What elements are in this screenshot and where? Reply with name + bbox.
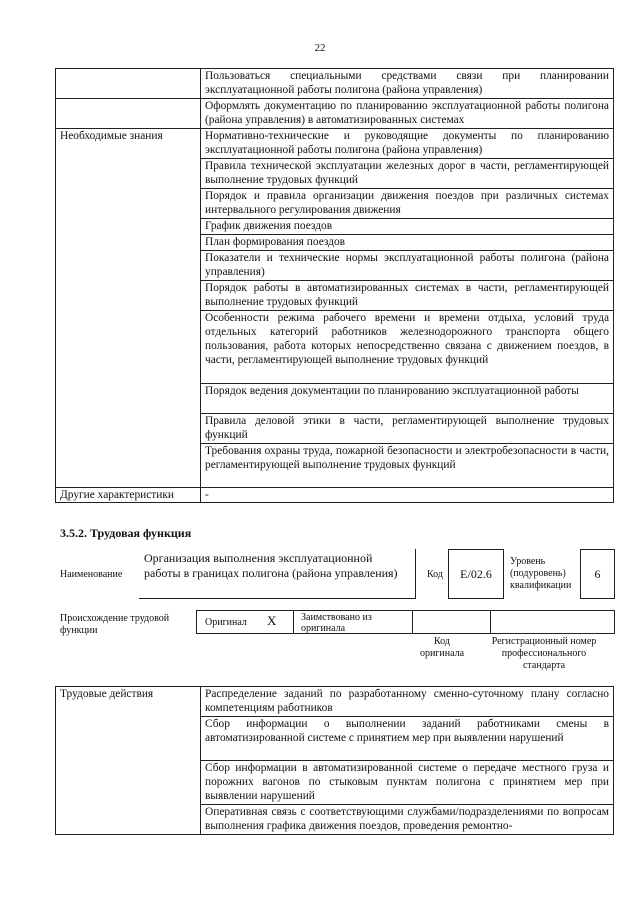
table-row [56, 99, 614, 129]
action-item: Сбор информации в автоматизированной системе о передаче местного груза и порожних вагонов по стыковым пунктам полигона с принятием мер при выявлении нарушений [201, 761, 614, 805]
original-mark: X [267, 613, 277, 628]
code-value: E/02.6 [448, 549, 504, 599]
section-title: 3.5.2. Трудовая функция [60, 526, 192, 540]
action-item: Сбор информации о выполнении заданий работниками смены в автоматизированной системе с принятием мер при выявлении нарушений [201, 717, 614, 761]
level-label: Уровень (подуровень) квалификации [510, 556, 572, 591]
knowledge-item: Правила деловой этики в части, регламентирующей выполнение трудовых функций [201, 414, 614, 444]
original-label: Оригинал [205, 617, 247, 628]
knowledge-item: Порядок ведения документации по планированию эксплуатационной работы [201, 384, 614, 414]
knowledge-item: Особенности режима рабочего времени и времени отдыха, условий труда отдельных категорий работников железнодорожного транспорта общего пользования, работа которых непосредственно связана с движением поездов, в части, регламентирующей выполнение трудовых функций [201, 311, 614, 384]
action-item: Оперативная связь с соответствующими службами/подразделениями по вопросам выполнения графика движения поездов, проведения ремонтно- [201, 805, 614, 835]
knowledge-item: Порядок работы в автоматизированных системах в части, регламентирующей выполнение трудовых функций [201, 281, 614, 311]
table-row [56, 129, 614, 159]
other-label: Другие характеристики [56, 488, 201, 503]
code-caption: Код оригинала [419, 636, 465, 659]
actions-label: Трудовые действия [56, 687, 201, 835]
knowledge-item: Порядок и правила организации движения поездов при различных системах интервального регулирования движения [201, 189, 614, 219]
table-row [56, 488, 614, 503]
knowledge-item: План формирования поездов [201, 235, 614, 251]
function-name: Организация выполнения эксплуатационной работы в границах полигона (района управления) [144, 551, 398, 580]
knowledge-item: Показатели и технические нормы эксплуатационной работы полигона (района управления) [201, 251, 614, 281]
knowledge-label: Необходимые знания [56, 129, 201, 488]
level-value: 6 [580, 549, 615, 599]
actions-table [55, 686, 614, 835]
knowledge-item: Требования охраны труда, пожарной безопасности и электробезопасности в части, регламентирующей выполнение трудовых функций [201, 444, 614, 488]
function-name-box [139, 549, 416, 599]
row-label-empty [56, 69, 201, 99]
row-label-empty [56, 99, 201, 129]
knowledge-item: Нормативно-технические и руководящие документы по планированию эксплуатационной работы полигона (района управления) [201, 129, 614, 159]
name-label: Наименование [60, 569, 123, 580]
skills-knowledge-table [55, 68, 614, 503]
table-row [56, 69, 614, 99]
origin-table [196, 610, 615, 634]
knowledge-item: Правила технической эксплуатации железных дорог в части, регламентирующей выполнение трудовых функций [201, 159, 614, 189]
origin-label: Происхождение трудовой функции [60, 613, 170, 636]
borrowed-label: Заимствовано из оригинала [301, 612, 372, 634]
skill-text: Пользоваться специальными средствами связи при планировании эксплуатационной работы полигона (района управления) [201, 69, 614, 99]
action-item: Распределение заданий по разработанному сменно-суточному плану согласно компетенциям работников [201, 687, 614, 717]
page-number: 22 [314, 42, 326, 54]
other-value: - [201, 488, 614, 503]
reg-caption: Регистрационный номер профессионального стандарта [491, 636, 597, 671]
knowledge-item: График движения поездов [201, 219, 614, 235]
table-row [56, 687, 614, 717]
code-label: Код [427, 569, 443, 580]
skill-text: Оформлять документацию по планированию эксплуатационной работы полигона (района управления) в автоматизированных системах [201, 99, 614, 129]
